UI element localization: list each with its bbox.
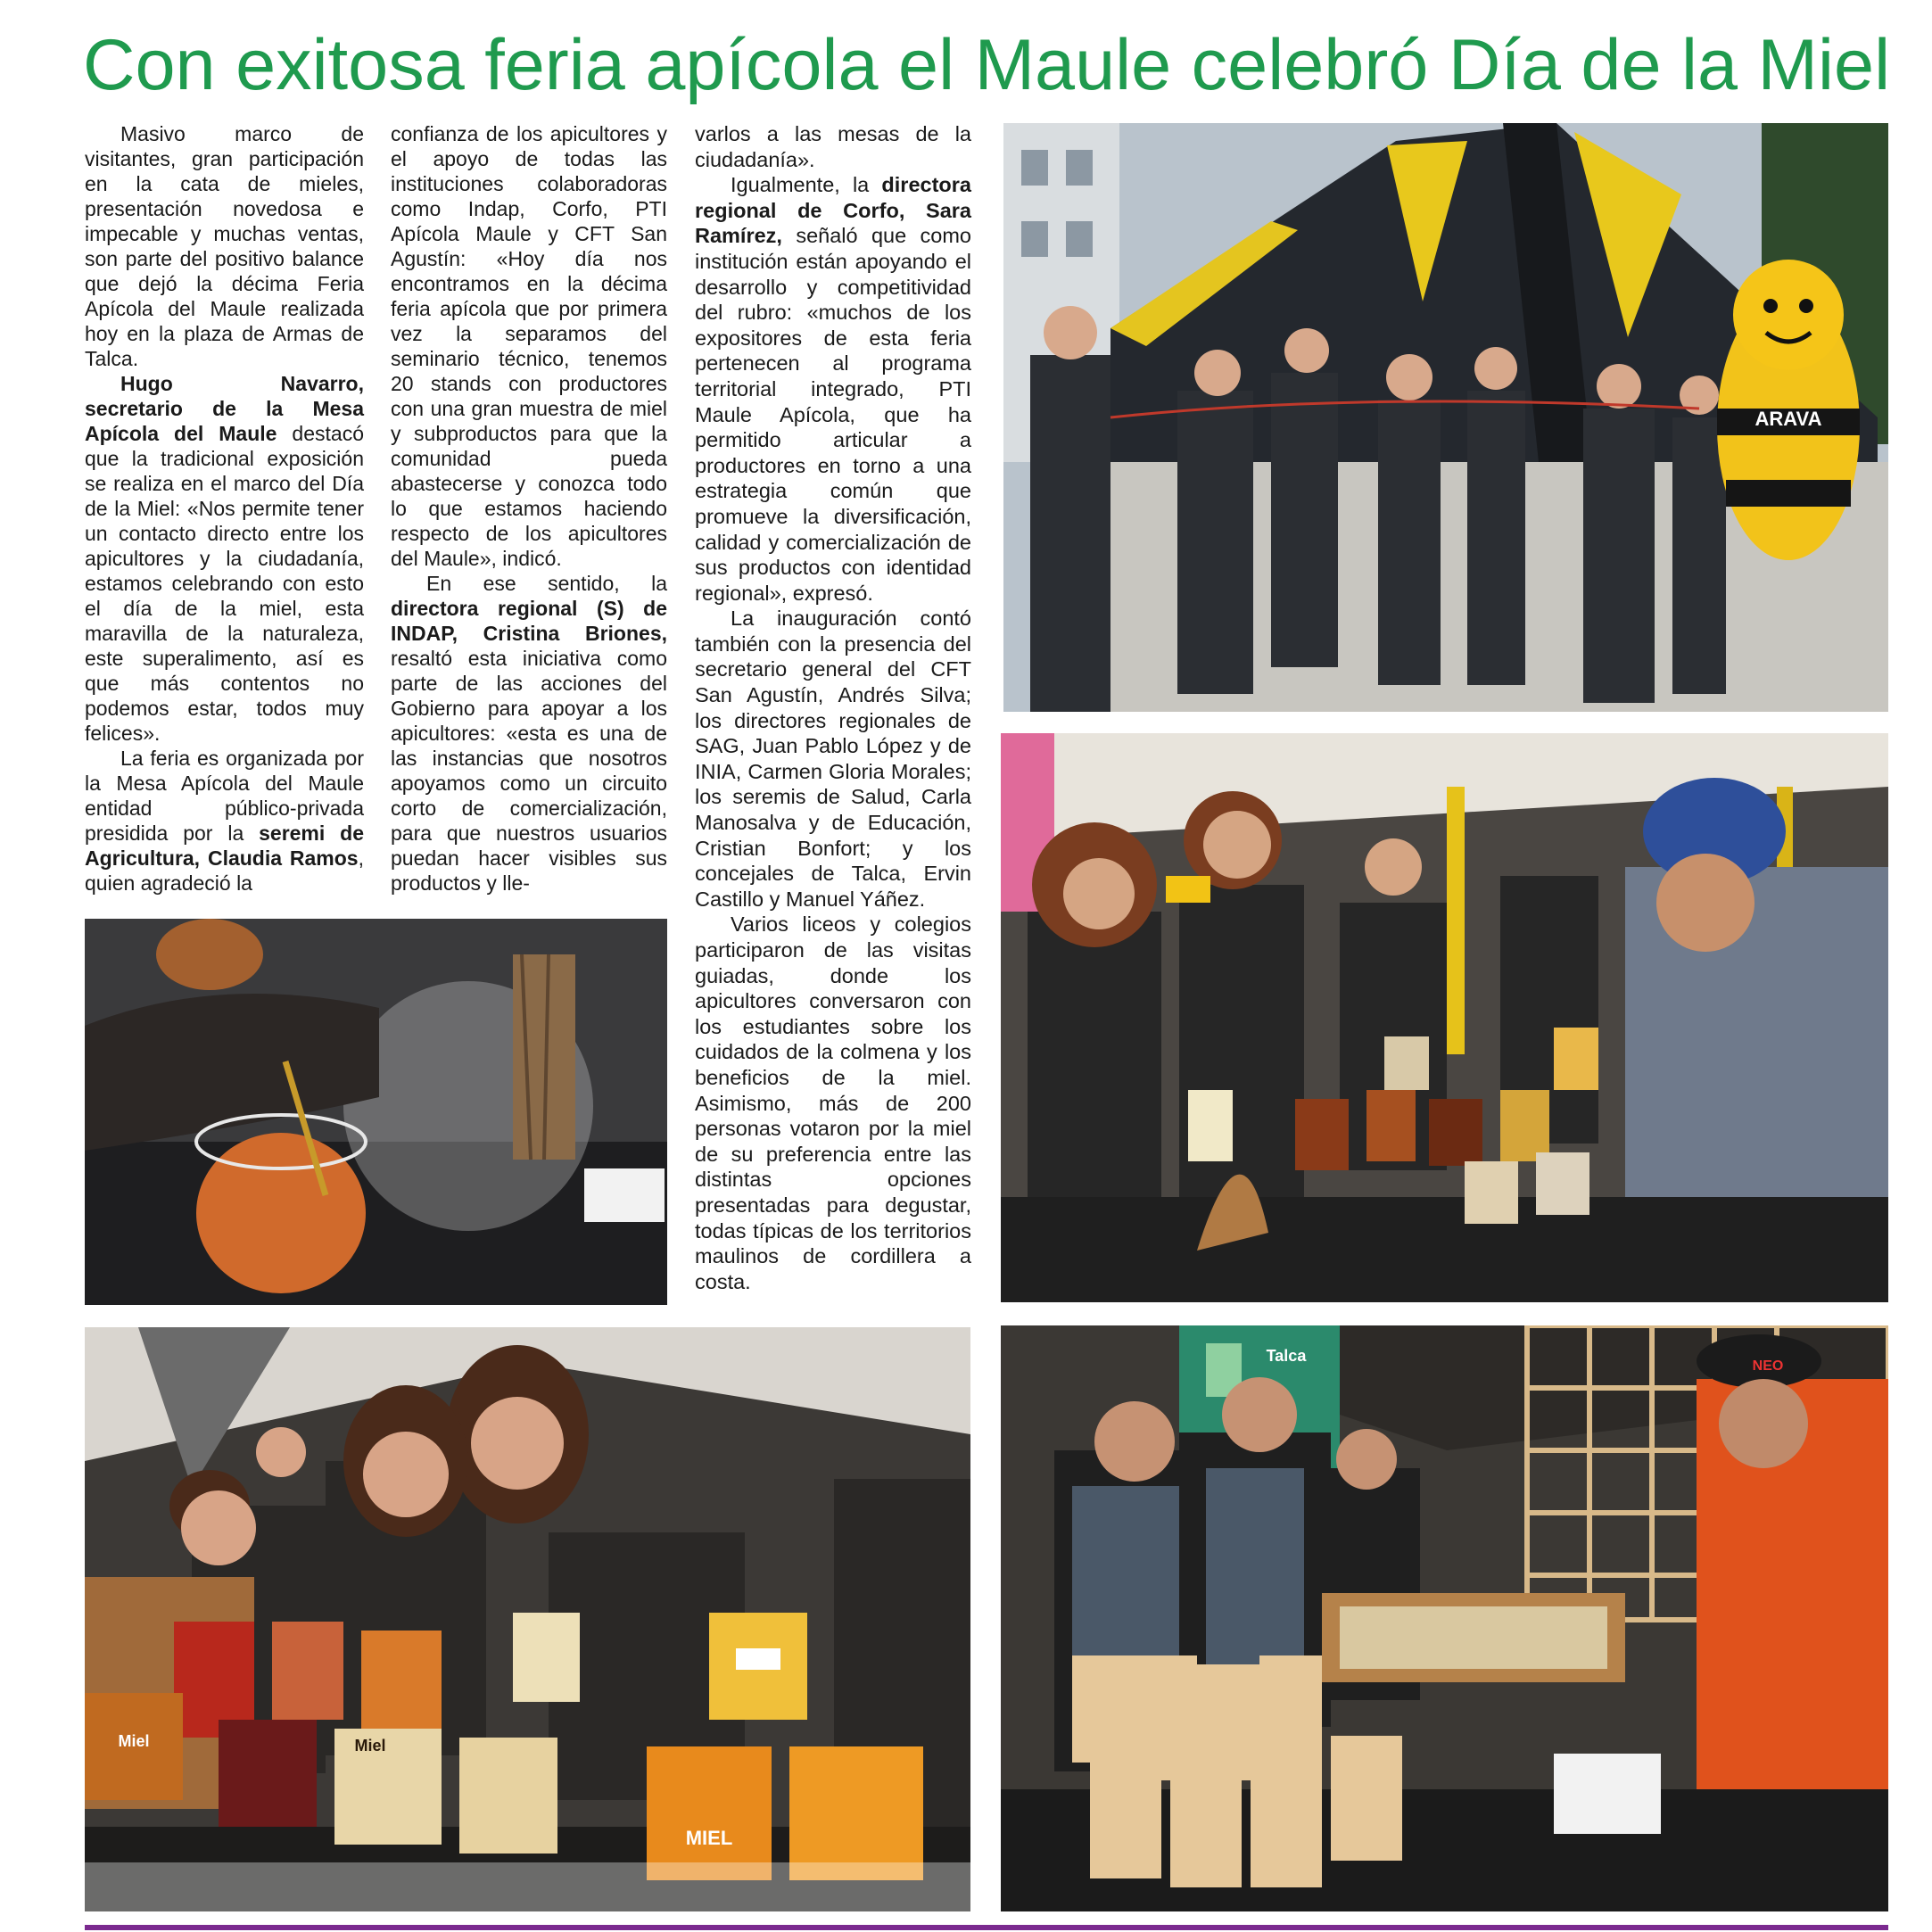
photo-honey-stand	[1001, 733, 1888, 1302]
text-segment: Masivo marco de visitantes, gran participación en la cata de mieles, presentación novedosa e impecable y muchas ventas, son parte del positivo balance que dejó la décima Feria Apícola del Maule realizada hoy en la plaza de Armas de Talca.	[85, 122, 364, 370]
banner-label: Talca	[1266, 1347, 1307, 1365]
jar-label-2: Miel	[354, 1737, 386, 1754]
cap-label: NEO	[1752, 1358, 1784, 1374]
article-column-2	[391, 121, 667, 896]
article-paragraph	[391, 571, 667, 896]
article-paragraph	[695, 172, 971, 606]
bottom-rule	[85, 1925, 1888, 1930]
honey-tasting-photo-icon	[85, 919, 667, 1305]
photo-ribbon-cutting	[1003, 123, 1888, 712]
text-segment: señaló que como institución están apoyando el desarrollo y competitividad del rubro: «muchos de los expositores de esta feria pertenecen al programa territorial integrado, PTI Maule Apícola, que ha permitido articular a productores en torno a una estrategia común que promueve la diversificación, calidad y comercialización de sus productos con identidad regional», expresó.	[695, 224, 971, 605]
honey-jars-photo-icon	[85, 1327, 970, 1911]
ribbon-cutting-photo-icon	[1003, 123, 1888, 712]
text-segment: confianza de los apicultores y el apoyo de todas las instituciones colaboradoras como Indap, Corfo, PTI Apícola Maule y CFT San Agustín: «Hoy día nos encontramos en la décima feria apícola que por primera vez la separamos del seminario técnico, tenemos 20 stands con productores con una gran muestra de miel y subproductos para que la comunidad pueda abastecerse y conozca todo lo que estamos haciendo respecto de los apicultores del Maule», indicó.	[391, 122, 667, 570]
article-paragraph	[85, 121, 364, 371]
text-segment: En ese sentido, la	[426, 572, 667, 595]
jar-label-3: MIEL	[685, 1827, 733, 1849]
text-segment: Varios liceos y colegios participaron de las visitas guiadas, donde los apicultores conversaron con los estudiantes sobre los cuidados de la colmena y los beneficios de la miel. Asimismo, más de 200 personas votaron por la miel de su preferencia entre las distintas opciones presentadas para degustar, todas típicas de los territorios maulinos de cordillera a costa.	[695, 912, 971, 1293]
photo-honey-jars	[85, 1327, 970, 1911]
article-paragraph	[85, 746, 364, 896]
text-segment: La feria es organizada por la Mesa Apícola del Maule entidad público-privada presidida por la	[85, 747, 364, 845]
jar-label-1: Miel	[118, 1732, 150, 1750]
article-paragraph	[391, 121, 667, 571]
text-segment: Igualmente, la	[731, 173, 882, 197]
bold-text-segment: Hugo Navarro, secretario de la Mesa Apícola del Maule	[85, 372, 364, 445]
article-paragraph	[695, 121, 971, 172]
article-paragraph	[695, 606, 971, 912]
honey-stand-photo-icon	[1001, 733, 1888, 1302]
text-segment: destacó que la tradicional exposición se realiza en el marco del Día de la Miel: «Nos permite tener un contacto directo entre los apicultores y la ciudadanía, estamos celebrando con esto el día de la miel, esta maravilla de la naturaleza, este superalimento, así es que más contentos no podemos estar, todos muy felices».	[85, 422, 364, 745]
text-segment: resaltó esta iniciativa como parte de las acciones del Gobierno para apoyar a los apicultores: «esta es una de las instancias que nosotros apoyamos como un circuito corto de comercialización, para que nuestros usuarios puedan hacer visibles sus productos y lle-	[391, 647, 667, 895]
text-segment: , quien agradeció la	[85, 846, 364, 895]
photo-honey-tasting	[85, 919, 667, 1305]
article-paragraph	[85, 371, 364, 746]
bold-text-segment: directora regional (S) de INDAP, Cristina Briones,	[391, 597, 667, 645]
article-paragraph	[695, 912, 971, 1294]
text-segment: La inauguración contó también con la presencia del secretario general del CFT San Agustín, Andrés Silva; los directores regionales de SAG, Juan Pablo López y de INIA, Carmen Gloria Morales; los seremis de Salud, Carla Manosalva y de Educación, Cristian Bonfort; y los concejales de Talca, Ervin Castillo y Manuel Yáñez.	[695, 607, 971, 911]
honeycomb-frame-photo-icon	[1001, 1325, 1888, 1911]
article-column-1	[85, 121, 364, 896]
article-column-3	[695, 121, 971, 1294]
photo-honeycomb-frame	[1001, 1325, 1888, 1911]
mascot-sign: ARAVA	[1754, 408, 1822, 430]
headline: Con exitosa feria apícola el Maule celebró Día de la Miel	[83, 25, 1891, 105]
text-segment: varlos a las mesas de la ciudadanía».	[695, 122, 971, 171]
bold-text-segment: seremi de Agricultura, Claudia Ramos	[85, 822, 364, 870]
bold-text-segment: directora regional de Corfo, Sara Ramírez,	[695, 173, 971, 248]
